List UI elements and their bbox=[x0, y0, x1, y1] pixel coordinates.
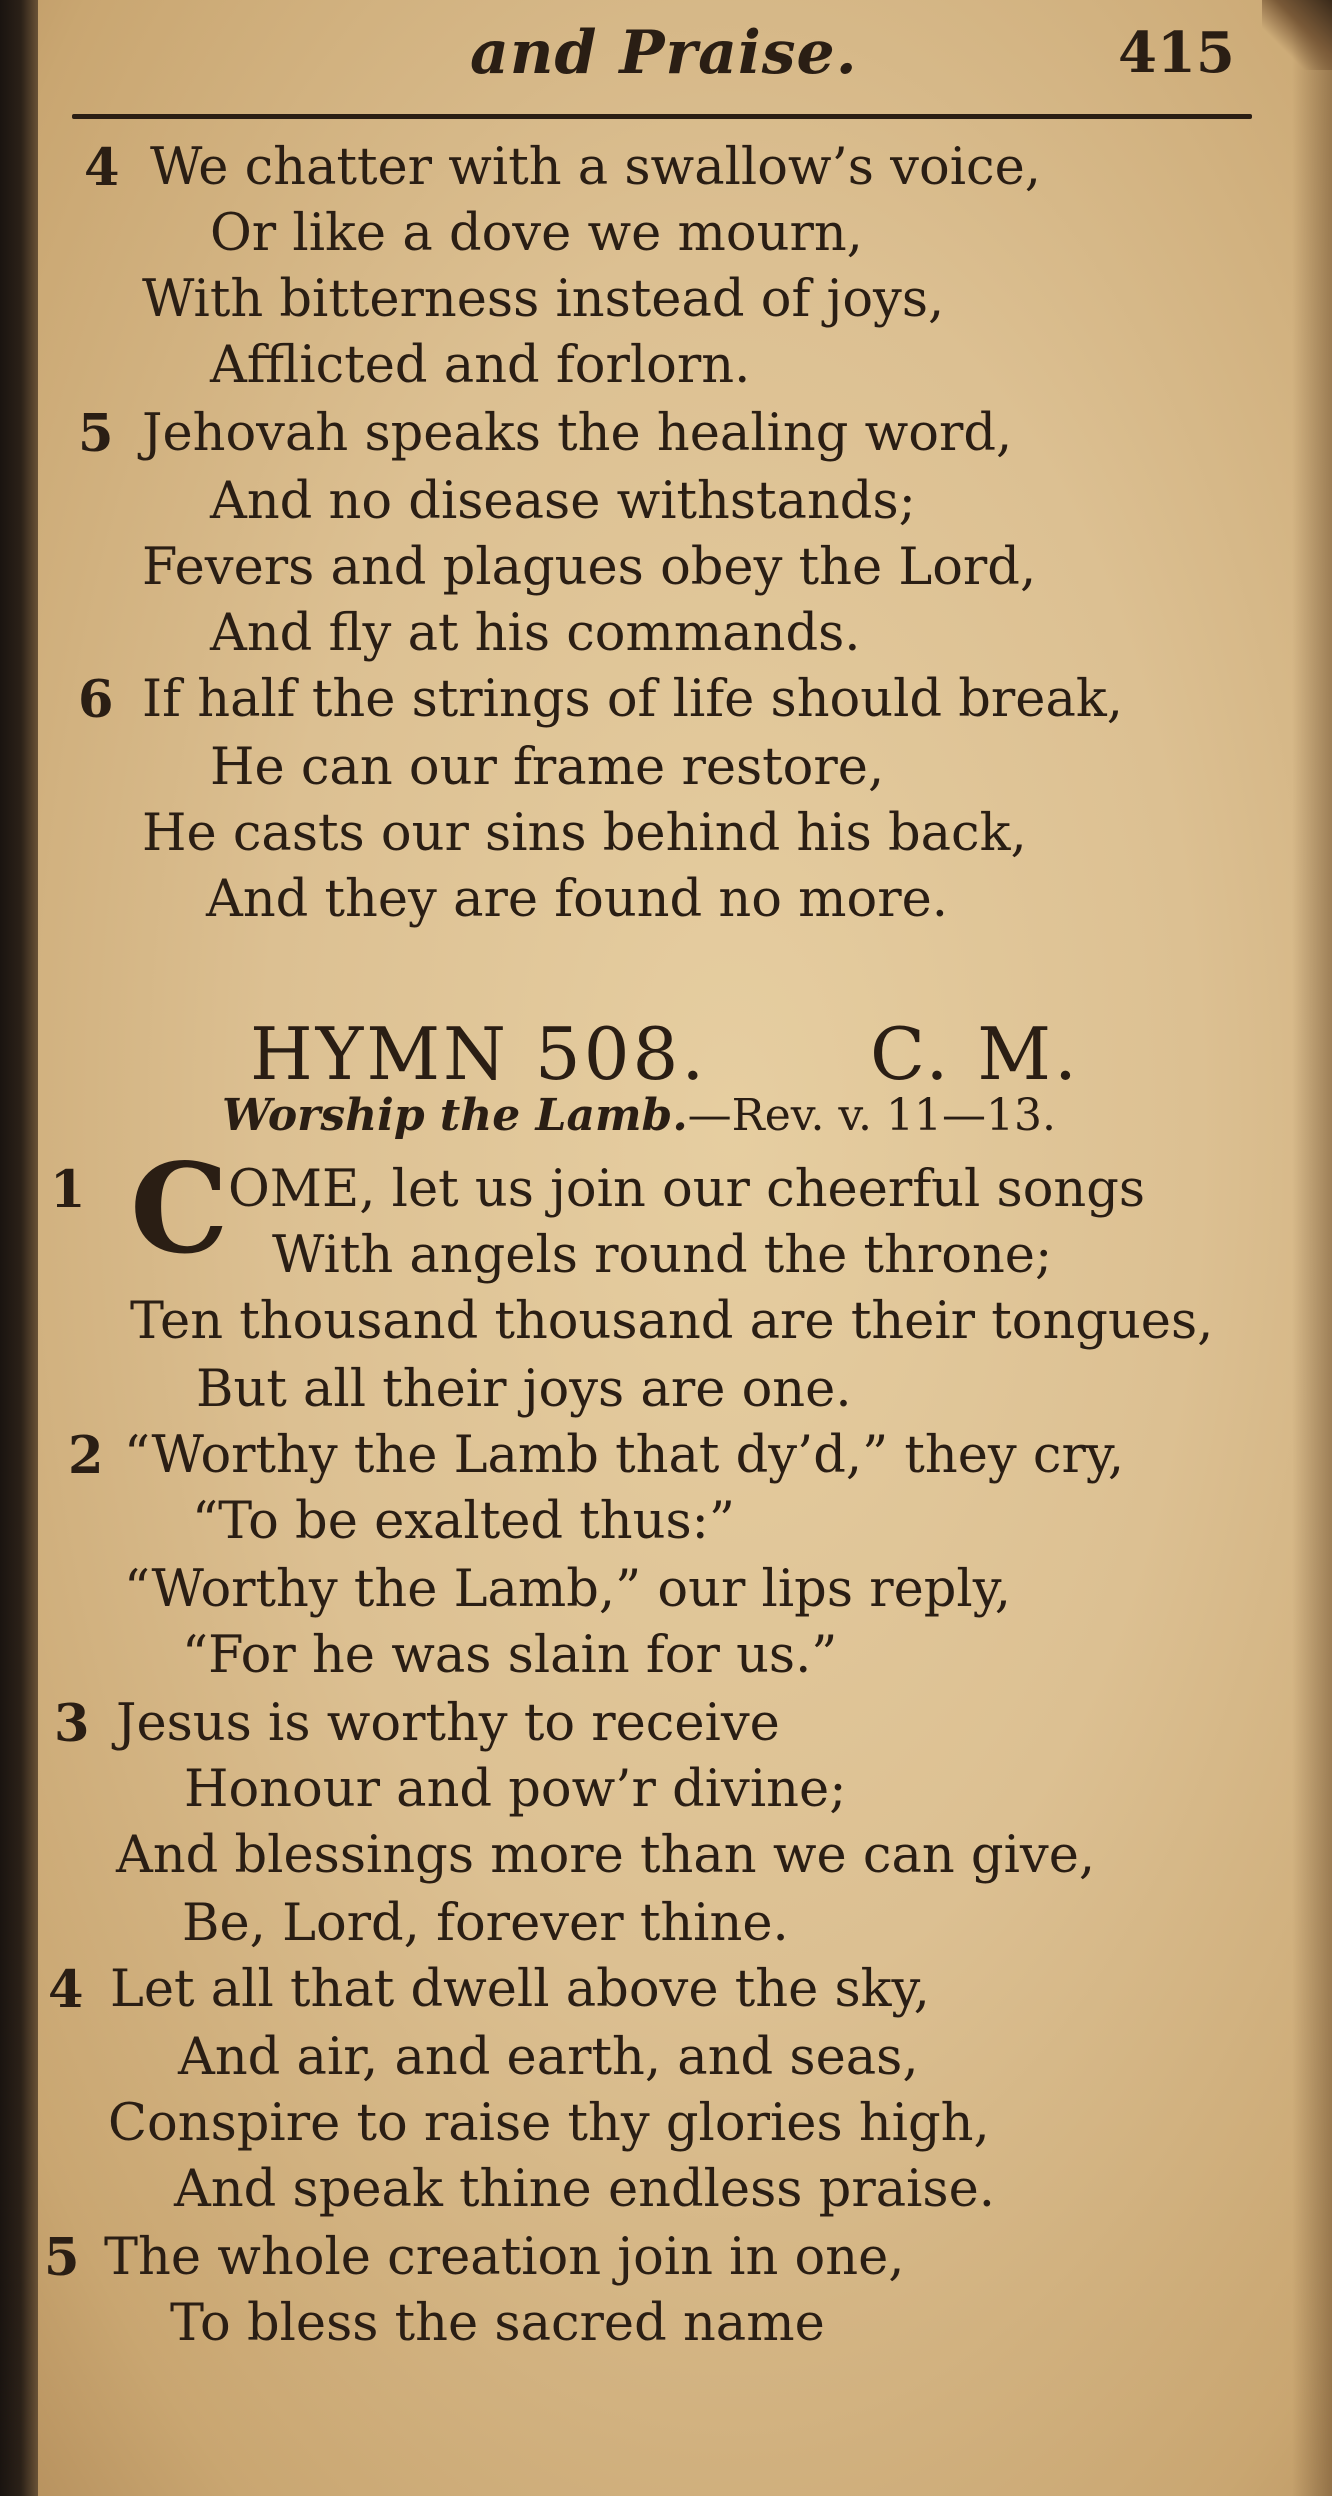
verse-line: Be, Lord, forever thine. bbox=[182, 1894, 789, 1953]
verse-line: To bless the sacred name bbox=[170, 2294, 825, 2353]
verse-line: Let all that dwell above the sky, bbox=[110, 1960, 930, 2019]
hymn-subtitle-theme: Worship the Lamb. bbox=[222, 1090, 688, 1141]
verse-line: With bitterness instead of joys, bbox=[142, 270, 945, 329]
page-number: 415 bbox=[1118, 20, 1235, 86]
hymn-subtitle-reference: —Rev. v. 11—13. bbox=[687, 1090, 1056, 1141]
verse-number: 4 bbox=[48, 1960, 84, 2020]
verse-number: 1 bbox=[50, 1160, 86, 1220]
verse-line: He can our frame restore, bbox=[210, 738, 885, 797]
page-corner-curl bbox=[1262, 0, 1332, 70]
page-edge-shadow bbox=[1292, 0, 1332, 2496]
verse-line: The whole creation join in one, bbox=[104, 2228, 905, 2287]
verse-number: 5 bbox=[78, 404, 114, 464]
verse-line: Or like a dove we mourn, bbox=[210, 204, 863, 263]
verse-number: 4 bbox=[84, 138, 120, 198]
verse-line: And blessings more than we can give, bbox=[116, 1826, 1096, 1885]
verse-line: “Worthy the Lamb that dy’d,” they cry, bbox=[124, 1426, 1125, 1485]
verse-number: 2 bbox=[68, 1426, 104, 1486]
hymn-subtitle bbox=[222, 1090, 1056, 1141]
verse-number: 3 bbox=[54, 1694, 90, 1754]
verse-line: “To be exalted thus:” bbox=[192, 1492, 735, 1551]
verse-line: Ten thousand thousand are their tongues, bbox=[130, 1292, 1214, 1351]
drop-cap: C bbox=[130, 1137, 229, 1282]
verse-line: We chatter with a swallow’s voice, bbox=[150, 138, 1041, 197]
verse-line: And they are found no more. bbox=[206, 870, 948, 929]
verse-line: And no disease withstands; bbox=[210, 472, 916, 531]
verse-line: “For he was slain for us.” bbox=[182, 1626, 838, 1685]
verse-line: Jehovah speaks the healing word, bbox=[142, 404, 1013, 463]
verse-line: “Worthy the Lamb,” our lips reply, bbox=[124, 1560, 1011, 1619]
verse-line: OME, let us join our cheerful songs bbox=[228, 1160, 1146, 1219]
verse-number: 5 bbox=[44, 2228, 80, 2288]
verse-line: Jesus is worthy to receive bbox=[116, 1694, 780, 1753]
verse-line: Conspire to raise thy glories high, bbox=[108, 2094, 990, 2153]
book-spine-shadow bbox=[0, 0, 38, 2496]
verse-line: Afflicted and forlorn. bbox=[210, 336, 751, 395]
verse-line: Honour and pow’r divine; bbox=[184, 1760, 847, 1819]
verse-line: And fly at his commands. bbox=[210, 604, 861, 663]
hymn-title: HYMN 508. bbox=[250, 1012, 708, 1096]
running-header: and Praise. bbox=[470, 18, 858, 88]
hymn-meter: C. M. bbox=[870, 1012, 1080, 1096]
verse-line: If half the strings of life should break, bbox=[142, 670, 1124, 729]
verse-line: With angels round the throne; bbox=[272, 1226, 1053, 1285]
verse-line: But all their joys are one. bbox=[196, 1360, 852, 1419]
header-rule bbox=[72, 114, 1252, 119]
verse-line: And air, and earth, and seas, bbox=[178, 2028, 919, 2087]
verse-line: He casts our sins behind his back, bbox=[142, 804, 1027, 863]
verse-line: And speak thine endless praise. bbox=[174, 2160, 995, 2219]
verse-line: Fevers and plagues obey the Lord, bbox=[142, 538, 1037, 597]
verse-number: 6 bbox=[78, 670, 114, 730]
